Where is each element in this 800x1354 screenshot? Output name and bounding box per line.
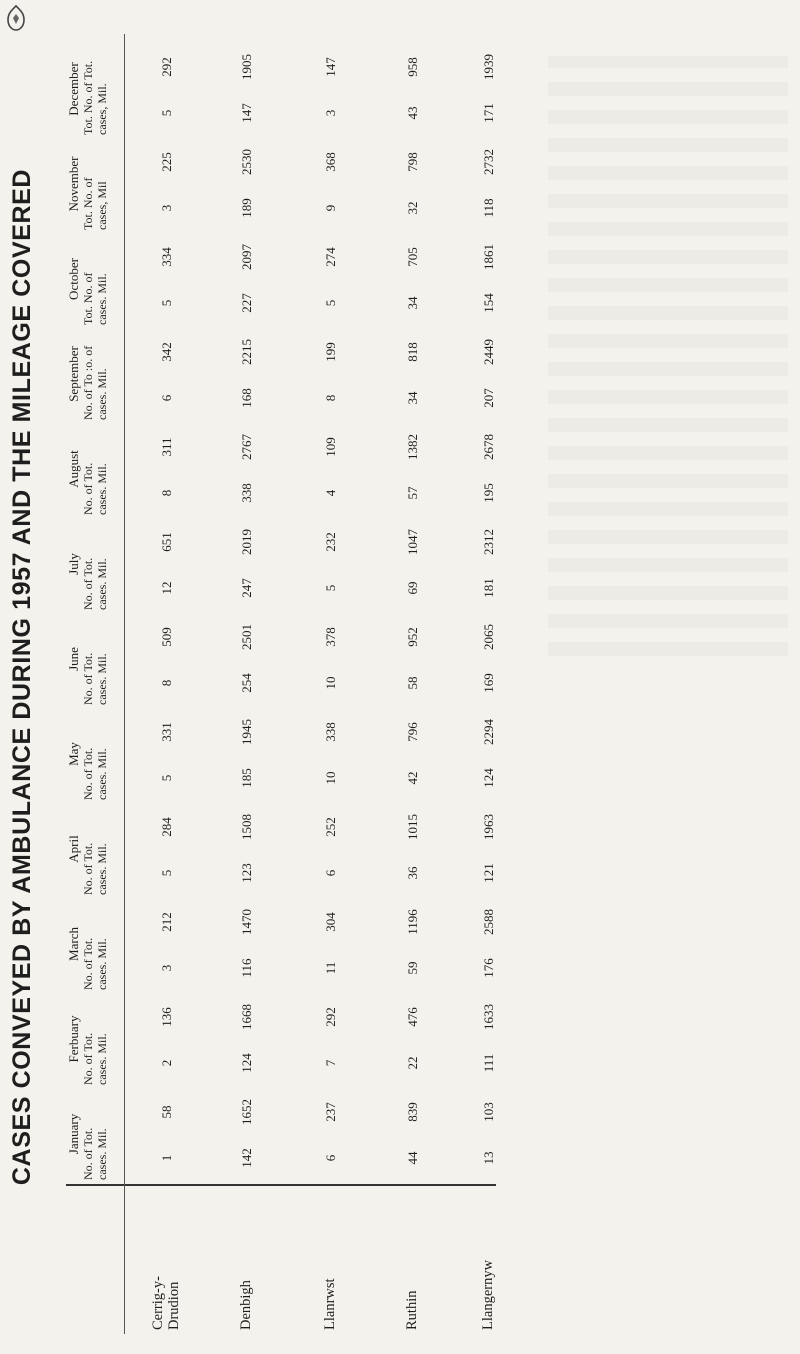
miles-cell: 284: [159, 817, 174, 837]
miles-cell: 1652: [239, 1099, 254, 1125]
header-count-label: No. of Tot.: [81, 937, 95, 990]
month-name: November: [66, 156, 81, 212]
cases-cell: 6: [159, 394, 174, 402]
miles-cell: 292: [323, 1007, 338, 1027]
cases-cell: 227: [239, 293, 254, 313]
month-header: [66, 516, 109, 612]
cases-cell: 8: [323, 394, 338, 402]
month-header: [66, 136, 109, 232]
cases-cell: 2: [159, 1059, 174, 1067]
header-count-label: No. of Tot.: [81, 1032, 95, 1085]
month-header: [66, 706, 109, 802]
cases-cell: 169: [481, 673, 496, 693]
miles-cell: 225: [159, 152, 174, 172]
header-unit-label: cases. Mil.: [95, 1128, 109, 1180]
miles-cell: 212: [159, 912, 174, 932]
month-name: March: [66, 927, 81, 961]
cases-cell: 3: [159, 964, 174, 972]
header-unit-label: cases. Mil.: [95, 938, 109, 990]
month-name: September: [66, 346, 81, 402]
miles-cell: 509: [159, 627, 174, 647]
header-count-label: Tot. No. of: [81, 272, 95, 325]
month-name: Ferbuary: [66, 1015, 81, 1063]
table-row: [238, 34, 256, 1184]
table-row: [480, 34, 498, 1184]
miles-cell: 136: [159, 1007, 174, 1027]
cases-cell: 154: [481, 293, 496, 313]
cases-cell: 5: [159, 299, 174, 307]
place-name: Denbigh: [238, 1280, 254, 1330]
miles-cell: 818: [405, 342, 420, 362]
miles-cell: 109: [323, 437, 338, 457]
month-header: [66, 41, 109, 137]
cases-cell: 185: [239, 768, 254, 788]
month-header: [66, 326, 109, 422]
cases-cell: 69: [405, 581, 420, 595]
cases-cell: 4: [323, 489, 338, 497]
cases-cell: 57: [405, 486, 420, 500]
miles-cell: 1196: [405, 909, 420, 935]
month-header: [66, 231, 109, 327]
cases-cell: 11: [323, 961, 338, 975]
cases-cell: 247: [239, 578, 254, 598]
cases-cell: 34: [405, 296, 420, 310]
page-title: CASES CONVEYED BY AMBULANCE DURING 1957 AND THE MILEAGE COVERED: [8, 168, 36, 1186]
miles-cell: 2767: [239, 434, 254, 460]
miles-cell: 1015: [405, 814, 420, 840]
cases-cell: 195: [481, 483, 496, 503]
place-name: Llanrwst: [322, 1278, 338, 1330]
cases-cell: 121: [481, 863, 496, 883]
miles-cell: 2530: [239, 149, 254, 175]
cases-cell: 181: [481, 578, 496, 598]
miles-cell: 338: [323, 722, 338, 742]
place-name: Llangernyw: [480, 1259, 496, 1330]
cases-cell: 111: [481, 1053, 496, 1073]
cases-cell: 3: [323, 109, 338, 117]
header-unit-label: cases. Mil.: [95, 1033, 109, 1085]
cases-cell: 6: [323, 869, 338, 877]
miles-cell: 1470: [239, 909, 254, 935]
miles-cell: 2294: [481, 719, 496, 745]
header-count-label: No. of Tot.: [81, 462, 95, 515]
cases-cell: 3: [159, 204, 174, 212]
cases-cell: 168: [239, 388, 254, 408]
header-unit-label: cases, Mil.: [95, 83, 109, 135]
month-header: [66, 991, 109, 1087]
miles-cell: 2449: [481, 339, 496, 365]
miles-cell: 292: [159, 57, 174, 77]
header-count-label: No. of Tot.: [81, 652, 95, 705]
cases-cell: 124: [481, 768, 496, 788]
month-name: June: [66, 647, 81, 671]
header-unit-label: cases. Mil.: [95, 843, 109, 895]
cases-cell: 147: [239, 103, 254, 123]
miles-cell: 2019: [239, 529, 254, 555]
cases-cell: 36: [405, 866, 420, 880]
place-name: Cerrig-y- Drudion: [150, 1276, 182, 1330]
header-unit-label: cases. Mil.: [95, 368, 109, 420]
cases-cell: 44: [405, 1151, 420, 1165]
cases-cell: 5: [159, 869, 174, 877]
month-name: May: [66, 742, 81, 766]
header-unit-label: cases. Mil.: [95, 273, 109, 325]
miles-cell: 311: [159, 437, 174, 457]
miles-cell: 2215: [239, 339, 254, 365]
miles-cell: 199: [323, 342, 338, 362]
miles-cell: 796: [405, 722, 420, 742]
miles-cell: 839: [405, 1102, 420, 1122]
miles-cell: 2588: [481, 909, 496, 935]
month-name: October: [66, 258, 81, 300]
cases-cell: 176: [481, 958, 496, 978]
cases-cell: 10: [323, 771, 338, 785]
ambulance-table: [66, 34, 526, 1334]
cases-cell: 8: [159, 679, 174, 687]
header-unit-label: cases. Mil.: [95, 463, 109, 515]
header-count-label: No. of Tot.: [81, 1127, 95, 1180]
miles-cell: 1047: [405, 529, 420, 555]
cases-cell: 22: [405, 1056, 420, 1070]
cases-cell: 5: [159, 774, 174, 782]
cases-cell: 34: [405, 391, 420, 405]
miles-cell: 2312: [481, 529, 496, 555]
cases-cell: 59: [405, 961, 420, 975]
table-row: [158, 34, 176, 1184]
miles-cell: 334: [159, 247, 174, 267]
header-count-label: No. of Tot.: [81, 747, 95, 800]
cases-cell: 142: [239, 1148, 254, 1168]
month-name: April: [66, 835, 81, 863]
month-header: [66, 1086, 109, 1182]
miles-cell: 798: [405, 152, 420, 172]
cases-cell: 123: [239, 863, 254, 883]
month-name: August: [66, 450, 81, 488]
place-name: Ruthin: [404, 1290, 420, 1330]
month-header: [66, 611, 109, 707]
miles-cell: 952: [405, 627, 420, 647]
cases-cell: 171: [481, 103, 496, 123]
cases-cell: 58: [405, 676, 420, 690]
cases-cell: 338: [239, 483, 254, 503]
miles-cell: 2501: [239, 624, 254, 650]
cases-cell: 12: [159, 581, 174, 595]
miles-cell: 705: [405, 247, 420, 267]
cases-cell: 9: [323, 204, 338, 212]
cases-cell: 8: [159, 489, 174, 497]
cases-cell: 124: [239, 1053, 254, 1073]
miles-cell: 2732: [481, 149, 496, 175]
cases-cell: 13: [481, 1151, 496, 1165]
miles-cell: 2678: [481, 434, 496, 460]
header-count-label: No. of Tot.: [81, 842, 95, 895]
cases-cell: 7: [323, 1059, 338, 1067]
cases-cell: 189: [239, 198, 254, 218]
cases-cell: 6: [323, 1154, 338, 1162]
cases-cell: 32: [405, 201, 420, 215]
header-unit-label: cases. Mil.: [95, 748, 109, 800]
miles-cell: 1861: [481, 244, 496, 270]
cases-cell: 1: [159, 1154, 174, 1162]
miles-cell: 342: [159, 342, 174, 362]
miles-cell: 2065: [481, 624, 496, 650]
column-divider: [66, 1185, 496, 1187]
cases-cell: 118: [481, 198, 496, 218]
miles-cell: 1668: [239, 1004, 254, 1030]
cases-cell: 5: [323, 299, 338, 307]
miles-cell: 331: [159, 722, 174, 742]
miles-cell: 1939: [481, 54, 496, 80]
miles-cell: 476: [405, 1007, 420, 1027]
miles-cell: 1963: [481, 814, 496, 840]
cases-cell: 5: [323, 584, 338, 592]
miles-cell: 958: [405, 57, 420, 77]
miles-cell: 252: [323, 817, 338, 837]
cases-cell: 43: [405, 106, 420, 120]
header-count-label: Tot. No. of: [81, 177, 95, 230]
header-count-label: No. of Tot.: [81, 557, 95, 610]
miles-cell: 1633: [481, 1004, 496, 1030]
header-count-label: No. of To :o. of: [81, 345, 95, 420]
miles-cell: 378: [323, 627, 338, 647]
cases-cell: 5: [159, 109, 174, 117]
cases-cell: 116: [239, 958, 254, 978]
table-row: [404, 34, 422, 1184]
miles-cell: 1508: [239, 814, 254, 840]
miles-cell: 1945: [239, 719, 254, 745]
month-name: December: [66, 62, 81, 116]
cases-cell: 207: [481, 388, 496, 408]
cases-cell: 10: [323, 676, 338, 690]
miles-cell: 1905: [239, 54, 254, 80]
miles-cell: 304: [323, 912, 338, 932]
miles-cell: 1382: [405, 434, 420, 460]
miles-cell: 232: [323, 532, 338, 552]
miles-cell: 237: [323, 1102, 338, 1122]
month-header: [66, 896, 109, 992]
header-divider: [124, 34, 125, 1334]
table-row: [322, 34, 340, 1184]
miles-cell: 651: [159, 532, 174, 552]
miles-cell: 368: [323, 152, 338, 172]
header-count-label: Tot. No. of Tot.: [81, 60, 95, 135]
miles-cell: 274: [323, 247, 338, 267]
cases-cell: 42: [405, 771, 420, 785]
header-unit-label: cases. Mil.: [95, 653, 109, 705]
month-header: [66, 421, 109, 517]
month-name: July: [66, 553, 81, 575]
miles-cell: 58: [159, 1105, 174, 1119]
month-header: [66, 801, 109, 897]
month-name: January: [66, 1113, 81, 1155]
header-unit-label: cases. Mil.: [95, 558, 109, 610]
miles-cell: 103: [481, 1102, 496, 1122]
header-unit-label: cases, Mil: [95, 181, 109, 230]
miles-cell: 147: [323, 57, 338, 77]
cases-cell: 254: [239, 673, 254, 693]
miles-cell: 2097: [239, 244, 254, 270]
